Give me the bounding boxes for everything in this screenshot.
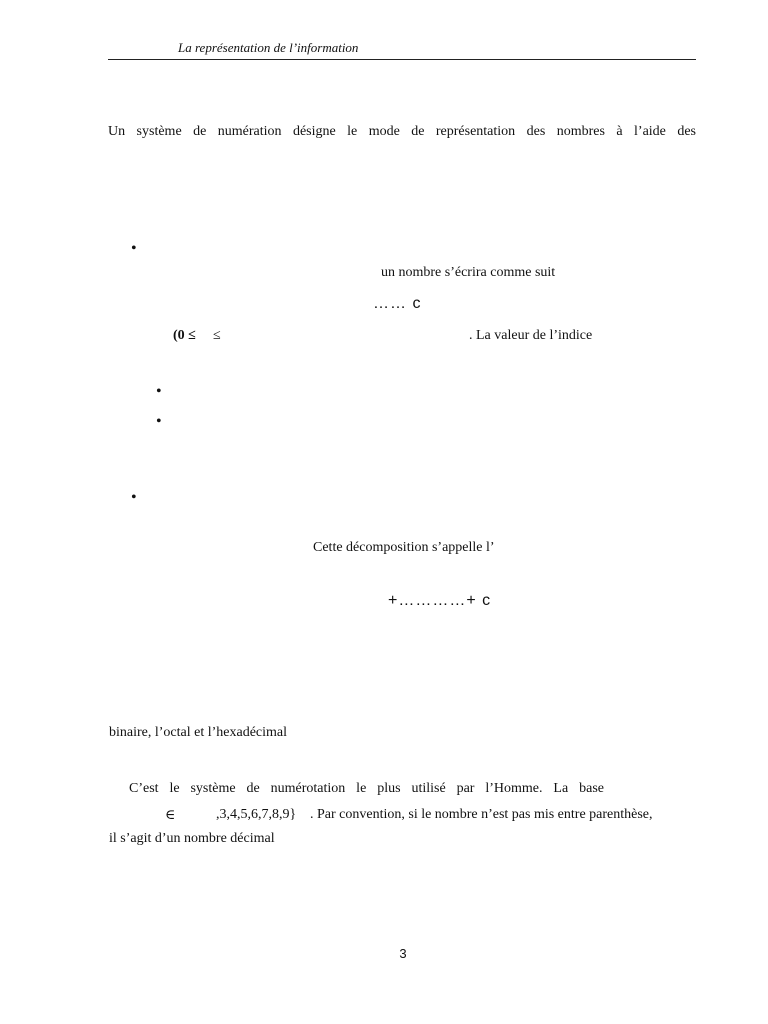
bullet-1: • [131, 240, 137, 257]
decimal-number-text: il s’agit d’un nombre décimal [109, 831, 275, 846]
convention-text: . Par convention, si le nombre n’est pas mis entre parenthèse, [310, 807, 653, 822]
digit-range-start: (0 ≤ [173, 328, 196, 343]
intro-paragraph: Un système de numération désigne le mode de représentation des nombres à l’aide des [108, 124, 696, 139]
bullet-4: • [131, 489, 137, 506]
page-number: 3 [399, 946, 407, 961]
decimal-system-line: C’est le système de numérotation le plus utilisé par l’Homme. La base [129, 781, 604, 796]
polynomial-formula: +…………+ c [388, 592, 492, 609]
digit-range-le: ≤ [213, 328, 221, 343]
bullet-2: • [156, 383, 162, 400]
digit-set: ,3,4,5,6,7,8,9} [216, 807, 297, 822]
number-notation-formula: …… c [373, 295, 422, 312]
bases-text: binaire, l’octal et l’hexadécimal [109, 725, 288, 740]
running-header: La représentation de l’information [178, 40, 359, 55]
number-written-text: un nombre s’écrira comme suit [381, 265, 556, 280]
element-of-symbol: ∈ [165, 808, 176, 823]
header-rule [108, 59, 696, 60]
decomposition-text: Cette décomposition s’appelle l’ [313, 540, 495, 555]
bullet-3: • [156, 413, 162, 430]
index-value-text: . La valeur de l’indice [469, 328, 593, 343]
